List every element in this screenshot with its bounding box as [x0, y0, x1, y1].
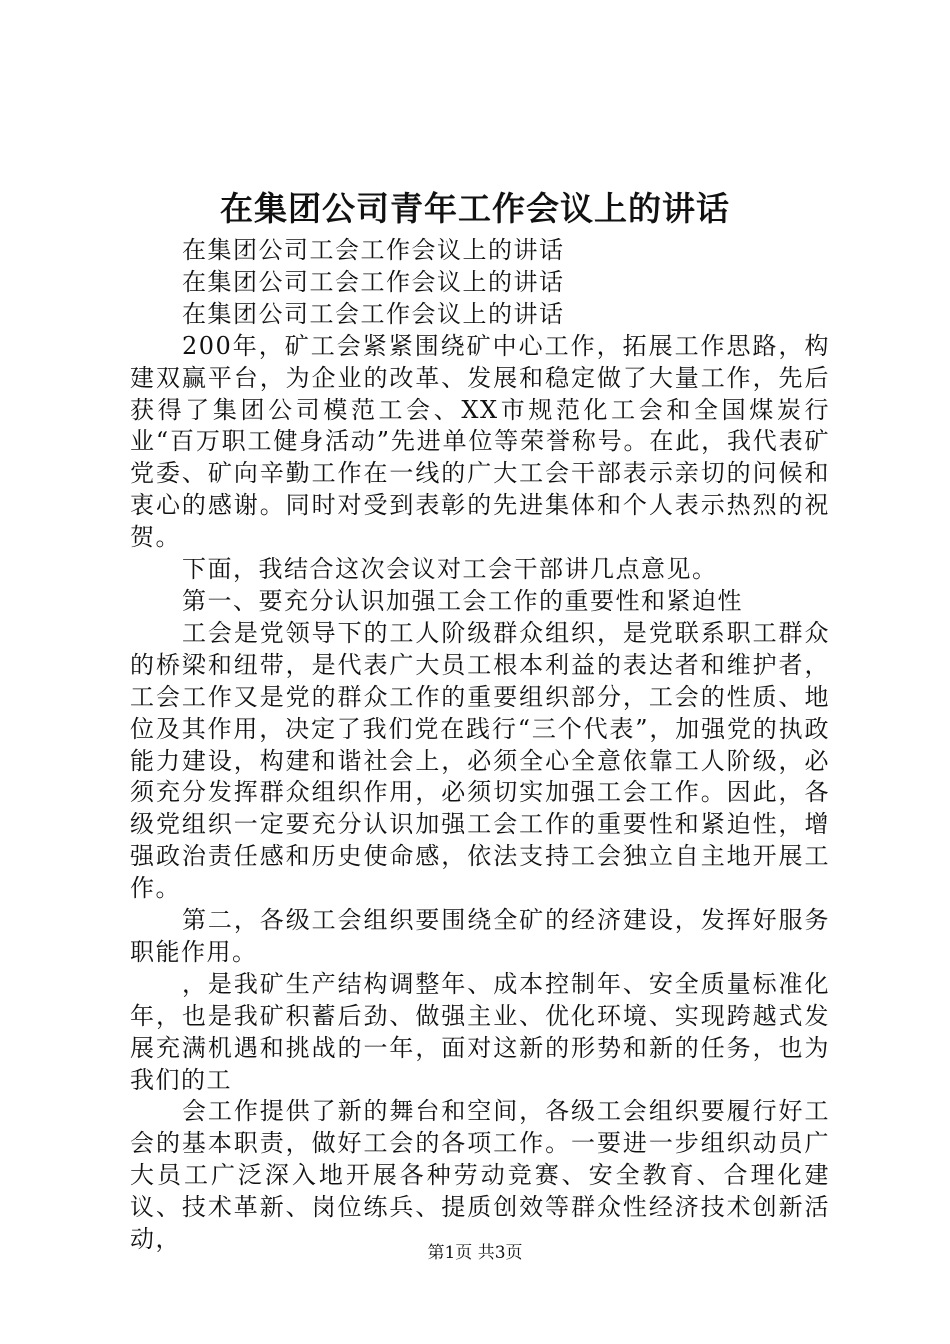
document-title: 在集团公司青年工作会议上的讲话 [220, 189, 730, 228]
paragraph: 在集团公司工会工作会议上的讲话 [182, 236, 565, 264]
paragraph: 工会是党领导下的工人阶级群众组织，是党联系职工群众的桥梁和纽带，是代表广大员工根本利益的表达者和维护者，工会工作又是党的群众工作的重要组织部分，工会的性质、地位及其作用，决定了我们党在践行“三个代表”，加强党的执政能力建设，构建和谐社会上，必须全心全意依靠工人阶级，必须充分发挥群众组织作用，必须切实加强工会工作。因此，各级党组织一定要充分认识加强工会工作的重要性和紧迫性，增强政治责任感和历史使命感，依法支持工会独立自主地开展工作。 [130, 618, 830, 903]
paragraph: 在集团公司工会工作会议上的讲话 [182, 267, 565, 296]
section-heading: 第二，各级工会组织要围绕全矿的经济建设，发挥好服务职能作用。 [130, 906, 830, 966]
paragraph: 下面，我结合这次会议对工会干部讲几点意见。 [182, 555, 718, 584]
paragraph: 会工作提供了新的舞台和空间，各级工会组织要履行好工会的基本职责，做好工会的各项工作。一要进一步组织动员广大员工广泛深入地开展各种劳动竞赛、安全教育、合理化建议、技术革新、岗位练兵、提质创效等群众性经济技术创新活动， [130, 1097, 830, 1254]
paragraph: ，是我矿生产结构调整年、成本控制年、安全质量标准化年，也是我矿积蓄后劲、做强主业、优化环境、实现跨越式发展充满机遇和挑战的一年，面对这新的形势和新的任务，也为我们的工 [130, 969, 830, 1094]
section-heading: 第一、要充分认识加强工会工作的重要性和紧迫性 [182, 586, 743, 615]
paragraph: 200年，矿工会紧紧围绕矿中心工作，拓展工作思路，构建双赢平台，为企业的改革、发展和稳定做了大量工作，先后获得了集团公司模范工会、XX市规范化工会和全国煤炭行业“百万职工健身活动”先进单位等荣誉称号。在此，我代表矿党委、矿向辛勤工作在一线的广大工会干部表示亲切的问候和衷心的感谢。同时对受到表彰的先进集体和个人表示热烈的祝贺。 [130, 331, 830, 552]
paragraph: 在集团公司工会工作会议上的讲话 [182, 299, 565, 328]
page-footer: 第1页 共3页 [427, 1243, 523, 1263]
document-body [130, 235, 830, 1256]
